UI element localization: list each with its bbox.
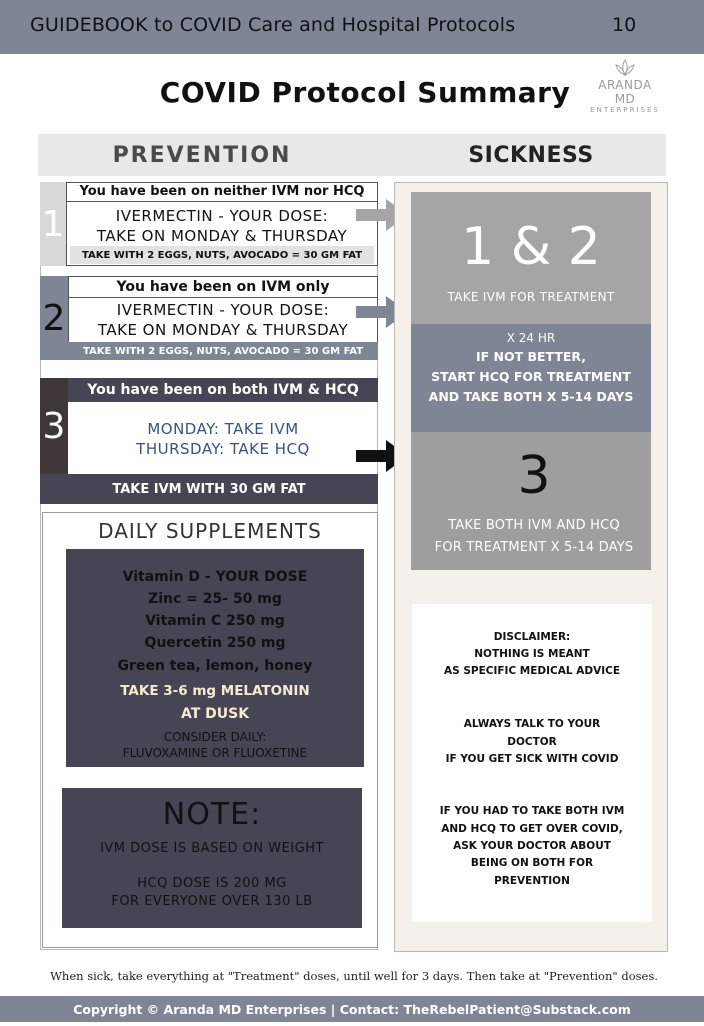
melatonin-line-2: AT DUSK [180, 706, 250, 722]
copyright-bar: Copyright © Aranda MD Enterprises | Contact: TheRebelPatient@Substack.com [0, 996, 704, 1022]
scenario-2-line-1: IVERMECTIN - YOUR DOSE: [116, 301, 330, 319]
disclaimer-line: DISCLAIMER: [493, 630, 571, 643]
treatment-line: AND TAKE BOTH X 5-14 DAYS [428, 388, 634, 404]
consider-line-1: CONSIDER DAILY: [163, 730, 267, 744]
lotus-icon [612, 58, 638, 78]
disclaimer-line: AS SPECIFIC MEDICAL ADVICE [443, 664, 620, 677]
scenario-3-fat-note: TAKE IVM WITH 30 GM FAT [40, 474, 378, 504]
scenario-1-number: 1 [40, 182, 66, 266]
treatment-1-2-sub: TAKE IVM FOR TREATMENT [447, 290, 615, 304]
scenario-2-line-2: TAKE ON MONDAY & THURSDAY [97, 321, 349, 339]
guidebook-title: GUIDEBOOK to COVID Care and Hospital Protocols [30, 14, 516, 36]
disclaimer-line: PREVENTION [494, 874, 570, 887]
consider-line-2: FLUVOXAMINE OR FLUOXETINE [122, 746, 308, 760]
melatonin-line-1: TAKE 3-6 mg MELATONIN [120, 683, 310, 699]
scenario-3-number: 3 [40, 378, 68, 474]
note-line-2: HCQ DOSE IS 200 MG [137, 875, 287, 891]
logo-name: ARANDA MD [598, 78, 652, 106]
disclaimer-line: IF YOU HAD TO TAKE BOTH IVM [439, 804, 625, 817]
scenario-1-line-2: TAKE ON MONDAY & THURSDAY [96, 227, 348, 245]
brand-logo [588, 58, 662, 114]
treatment-line: FOR TREATMENT X 5-14 DAYS [434, 539, 634, 555]
scenario-2-fat-note: TAKE WITH 2 EGGS, NUTS, AVOCADO = 30 GM FAT [68, 342, 378, 360]
scenario-2-number: 2 [40, 276, 68, 360]
disclaimer-line: ASK YOUR DOCTOR ABOUT [453, 839, 611, 852]
disclaimer-line: DOCTOR [507, 735, 557, 748]
scenario-2-heading: You have been on IVM only [68, 276, 378, 298]
scenario-3-heading: You have been on both IVM & HCQ [68, 378, 378, 402]
note-title: NOTE: [162, 796, 262, 832]
disclaimer-line: ALWAYS TALK TO YOUR [463, 717, 601, 730]
supplement-item: Vitamin C 250 mg [145, 613, 285, 629]
supplement-item: Green tea, lemon, honey [117, 658, 313, 674]
supplements-title: DAILY SUPPLEMENTS [98, 519, 322, 543]
note-line-1: IVM DOSE IS BASED ON WEIGHT [100, 840, 324, 856]
treatment-line: X 24 HR [506, 331, 556, 345]
supplement-item: Vitamin D - YOUR DOSE [122, 569, 308, 585]
treatment-line: IF NOT BETTER, [475, 348, 587, 364]
scenario-1-fat-note: TAKE WITH 2 EGGS, NUTS, AVOCADO = 30 GM FAT [70, 246, 374, 264]
scenario-1-line-1: IVERMECTIN - YOUR DOSE: [115, 207, 329, 225]
dosing-footnote: When sick, take everything at "Treatment" doses, until well for 3 days. Then take at "Prevention" doses. [50, 969, 658, 983]
treatment-line: START HCQ FOR TREATMENT [431, 368, 631, 384]
treatment-line: TAKE BOTH IVM AND HCQ [448, 517, 620, 533]
disclaimer-line: BEING ON BOTH FOR [470, 856, 594, 869]
logo-subtitle: ENTERPRISES [590, 106, 660, 114]
note-line-3: FOR EVERYONE OVER 130 LB [111, 893, 313, 909]
supplement-item: Quercetin 250 mg [144, 635, 286, 651]
scenario-1-heading: You have been on neither IVM nor HCQ [66, 182, 378, 202]
sickness-heading: SICKNESS [468, 142, 594, 168]
page-number: 10 [612, 14, 637, 36]
disclaimer-line: NOTHING IS MEANT [474, 647, 590, 660]
disclaimer-line: IF YOU GET SICK WITH COVID [445, 752, 619, 765]
page-title: COVID Protocol Summary [159, 75, 571, 109]
disclaimer-line: AND HCQ TO GET OVER COVID, [441, 822, 623, 835]
supplement-item: Zinc = 25- 50 mg [148, 591, 282, 607]
prevention-heading: PREVENTION [112, 142, 292, 168]
treatment-3-label: 3 [517, 446, 551, 506]
scenario-3-line-2: THURSDAY: TAKE HCQ [136, 440, 310, 458]
scenario-3-line-1: MONDAY: TAKE IVM [147, 420, 299, 438]
treatment-1-2-label: 1 & 2 [461, 217, 601, 277]
